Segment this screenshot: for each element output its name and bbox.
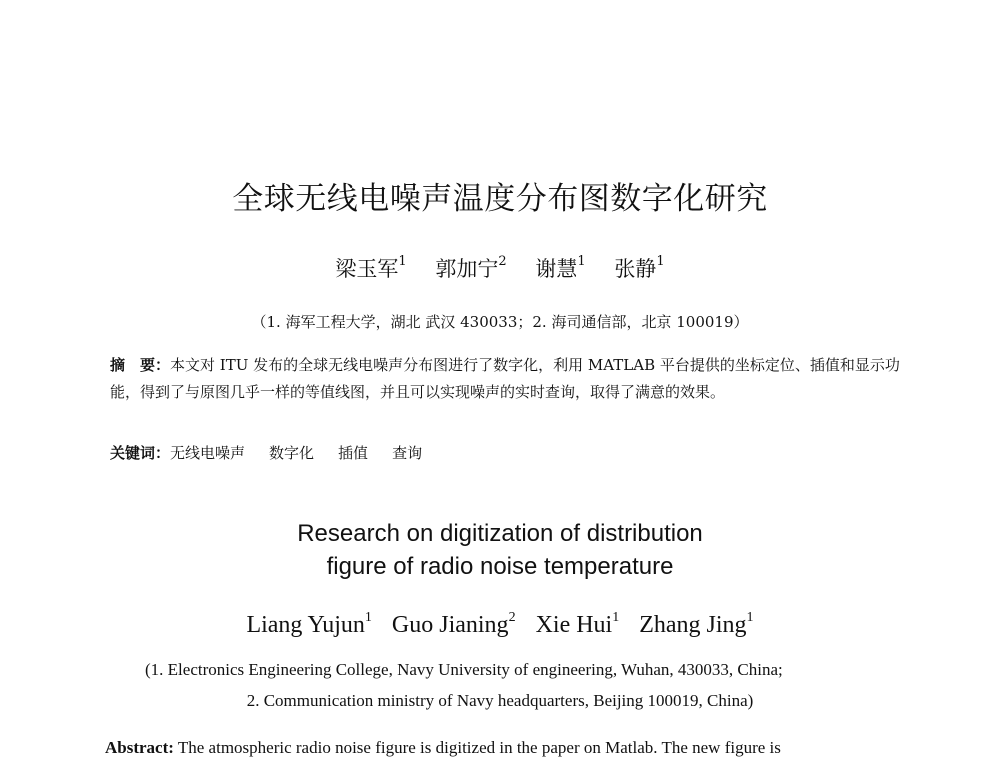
chinese-keywords: [110, 442, 422, 463]
keywords-label: 关键词：: [110, 444, 171, 462]
author: 梁玉军$^1$: [335, 254, 407, 281]
author: 谢慧$^1$: [535, 254, 586, 281]
author: Xie Hui$^1$: [535, 610, 620, 638]
english-title-line: figure of radio noise temperature: [326, 553, 674, 580]
abstract-text: The atmospheric radio noise figure is digitized in the paper on Matlab. The new figure is: [177, 738, 781, 757]
keyword: 数字化: [269, 444, 315, 462]
chinese-abstract: [110, 352, 915, 406]
english-authors: [0, 612, 1000, 639]
chinese-authors: [0, 253, 1000, 283]
author: 郭加宁$^2$: [435, 254, 507, 281]
english-affiliation-1: (1. Electronics Engineering College, Navy University of engineering, Wuhan, 430033, China;: [145, 660, 783, 679]
keyword: 插值: [338, 444, 369, 462]
author: Guo Jianing$^2$: [391, 610, 516, 638]
author: Zhang Jing$^1$: [639, 610, 754, 638]
keyword: 查询: [392, 444, 423, 462]
chinese-title: 全球无线电噪声温度分布图数字化研究: [232, 181, 768, 217]
english-title: [0, 517, 1000, 583]
english-abstract: [105, 738, 905, 758]
abstract-text: 本文对 ITU 发布的全球无线电噪声分布图进行了数字化，利用 MATLAB 平台提供的坐标定位、插值和显示功能，得到了与原图几乎一样的等值线图，并且可以实现噪声的实时查询，取得了满意的效果。: [110, 356, 900, 401]
keyword: 无线电噪声: [170, 444, 246, 462]
english-title-line: Research on digitization of distribution: [297, 520, 703, 547]
abstract-label: 摘 要：: [110, 356, 171, 374]
chinese-affiliation: （1. 海军工程大学，湖北 武汉 430033；2. 海司通信部，北京 100019）: [251, 313, 749, 331]
english-affiliation-2: 2. Communication ministry of Navy headquarters, Beijing 100019, China): [246, 691, 754, 710]
abstract-label: Abstract:: [105, 738, 174, 757]
author: Liang Yujun$^1$: [246, 610, 372, 638]
author: 张静$^1$: [614, 254, 665, 281]
